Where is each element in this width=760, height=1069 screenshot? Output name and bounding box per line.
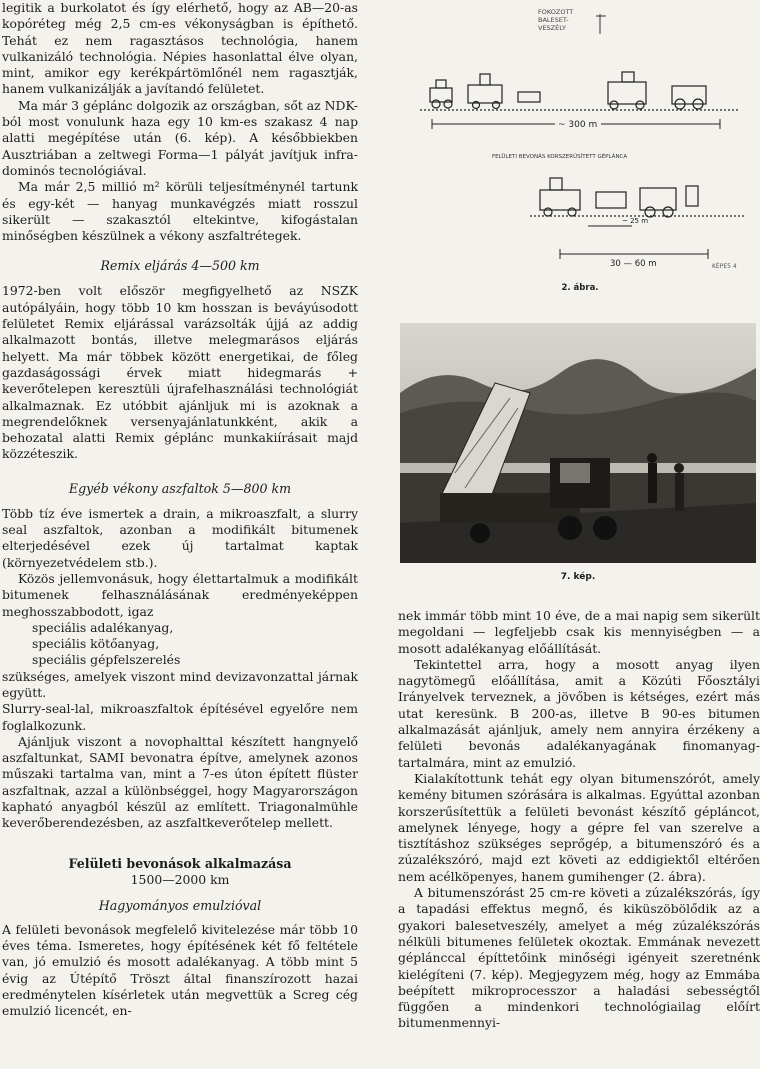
list-item: speciális gépfelszerelés bbox=[32, 652, 181, 668]
dimension-30-60 bbox=[560, 249, 708, 269]
top-label-line-1: FOKOZOTT bbox=[538, 8, 574, 16]
warning-sign bbox=[538, 8, 606, 34]
top-label-line-2: BALESET- bbox=[538, 16, 569, 24]
right-paragraph-1: nek immár több mint 10 éve, de a mai napig sem sikerült megoldani — legfeljebb csak kis mennyiségben — a mosott adalékanyag előállítását. bbox=[398, 608, 760, 656]
right-paragraph-4: A bitumenszórást 25 cm-re követi a zúzalékszórás, így a tapadási effektus megnő, és kiküszöbölődik az a gyakori balesetveszély, amelyet a még zúzalékszórás nélküli bitumenes felületek okoztak. Emmának nevezett géplánccal építtetőink minőségi igényeit szeretnénk kielégíteni (7. kép). Megjegyzem még, hogy az Emmába beépített mikroprocesszor a haladási sebességtől függően a mindenkori technológiailag előírt bitumenmennyi- bbox=[398, 885, 760, 1031]
photo-7-image bbox=[400, 323, 756, 563]
right-column bbox=[398, 608, 760, 1032]
after-list-paragraph-1: szükséges, amelyek viszont mind devizavonzattal járnak együtt. bbox=[2, 668, 358, 700]
after-list-paragraph-2: Slurry-seal-lal, mikroaszfaltok építésével egyelőre nem foglalkozunk. bbox=[2, 701, 358, 733]
machine-row-2 bbox=[530, 178, 745, 217]
right-paragraph-2: Tekintettel arra, hogy a mosott anyag ilyen nagytömegű előállítása, amit a Közúti Főosztályi Irányelvek terveznek, a jövőben is kétséges, ezért más utat keresünk. B 200-as, illetve B 90-es bitumen alkalmazását ajánljuk, amely nem annyira érzékeny a felületi bevonás adalékanyagának finomanyag-tartalmára, mint az emulzió. bbox=[398, 656, 760, 770]
remix-paragraph: 1972-ben volt először megfigyelhető az NSZK autópályáin, hogy több 10 km hosszan is beváyúsodott felületet Remix eljárással varázsolták újjá az addig alkalmazott bontás, illetve melegmarásos eljárás helyett. Ma már többek között energetikai, de főleg gazdaságossági érvek miatt hidegmarás + keverőtelepen keresztüli újrafelhasználási technológiát alkalmaznak. Ez utóbbit ajánljuk mi is azoknak a megrendelőknek versenyajánlatunkként, akik a behozatal alatti Remix géplánc munkakiírásait majd közzéteszik. bbox=[2, 283, 358, 462]
photo-7 bbox=[400, 323, 756, 563]
dimension-300 bbox=[432, 117, 720, 130]
mid-label: FELÜLETI BEVONÁS KORSZERŰSÍTETT GÉPLÁNCA bbox=[492, 154, 628, 160]
corner-label: KÉPE5 4 bbox=[712, 263, 737, 270]
left-column bbox=[2, 0, 358, 1019]
list-item: speciális adalékanyag, bbox=[32, 619, 174, 635]
after-list-paragraph-3: Ajánljuk viszont a novophalttal készített hangnyelő aszfaltunkat, SAMI bevonatra építve, amelynek azonos műszaki tartalma van, mint a 7-es úton épített flüster aszfaltnak, azzal a különbséggel, hogy Magyarországon kapható anyagból készül az említett. Triagonalmühle keverőberendezésben, az aszfaltkeverőtelep mellett. bbox=[2, 733, 358, 831]
intro-paragraph-2: Ma már 3 géplánc dolgozik az országban, sőt az NDK-ból most vonulunk haza egy 10 km-es szakasz 4 nap alatti megépítése után (6. kép). A későbbiekben Ausztriában a zeltwegi Forma—1 pályát javítjuk infra-dominós tecnológiával. bbox=[2, 97, 358, 178]
figure-2-caption: 2. ábra. bbox=[561, 283, 599, 290]
hagyomanyos-heading: Hagyományos emulzióval bbox=[98, 897, 262, 913]
dimension-25 bbox=[588, 217, 648, 226]
intro-paragraph-3: Ma már 2,5 millió m² körüli teljesítménynél tartunk és egy-két — hanyag munkavégzés miatt rosszul sikerült — szakasztól eltekintve, kifogástalan minőségben készülnek a vékony aszfaltrétegek. bbox=[2, 179, 358, 244]
dimension-25-label: ~ 25 m bbox=[622, 217, 649, 225]
dimension-30-60-label: 30 — 60 m bbox=[610, 259, 657, 269]
photo-7-caption: 7. kép. bbox=[560, 572, 596, 582]
feluleti-subheading: 1500—2000 km bbox=[130, 871, 230, 887]
egyeb-heading: Egyéb vékony aszfaltok 5—800 km bbox=[68, 480, 292, 496]
egyeb-paragraph-2: Közös jellemvonásuk, hogy élettartalmuk a modifikált bitumenek felhasználásának eredményeképpen meghosszabbodott, igaz bbox=[2, 570, 358, 619]
hagyomanyos-paragraph: A felületi bevonások megfelelő kivitelezése már több 10 éves téma. Ismeretes, hogy építésének két fő feltétele van, jó emulzió és mosott adalékanyag. A több mint 5 évig az Útépítő Tröszt által finanszírozott hazai eredménytelen kísérletek után megvettük a Screg cég emulzió licencét, en- bbox=[2, 921, 358, 1019]
top-label-line-3: VESZÉLY bbox=[538, 24, 566, 32]
remix-heading: Remix eljárás 4—500 km bbox=[100, 258, 260, 274]
machine-row-1 bbox=[420, 72, 740, 110]
right-paragraph-3: Kialakítottunk tehát egy olyan bitumenszórót, amely kemény bitumen szórására is alkalmas. Egyúttal azonban korszerűsítettük a felületi bevonást készítő gépláncot, amelynek lényege, hogy a gépre fel van szerelve a tisztításhoz szükséges seprőgép, a bitumenszóró és a zúzalékszóró, majd ezt követi az eddigiektől eltérően nem acélköpenyes, hanem gumihenger (2. ábra). bbox=[398, 770, 760, 884]
figure-2-diagram bbox=[400, 0, 760, 290]
dimension-300-label: ~ 300 m bbox=[558, 120, 598, 130]
intro-paragraph-1: legitik a burkolatot és így elérhető, hogy az AB—20-as kopóréteg még 2,5 cm-es vékonyságban is építhető. Tehát ez nem ragasztásos technológia, hanem vulkanizáló technológia. Népies hasonlattal élve olyan, mint, amikor egy kerékpártömlőnél nem ragasztják, hanem vulkanizálják a javítandó felületet. bbox=[2, 0, 358, 97]
egyeb-paragraph-1: Több tíz éve ismertek a drain, a mikroaszfalt, a slurry seal aszfaltok, azonban a modifikált bitumenek elterjedésével ezek új tartalmat kaptak (környezetvédelem stb.). bbox=[2, 505, 358, 570]
list-item: speciális kötőanyag, bbox=[32, 636, 160, 652]
feluleti-heading: Felületi bevonások alkalmazása bbox=[68, 855, 292, 871]
